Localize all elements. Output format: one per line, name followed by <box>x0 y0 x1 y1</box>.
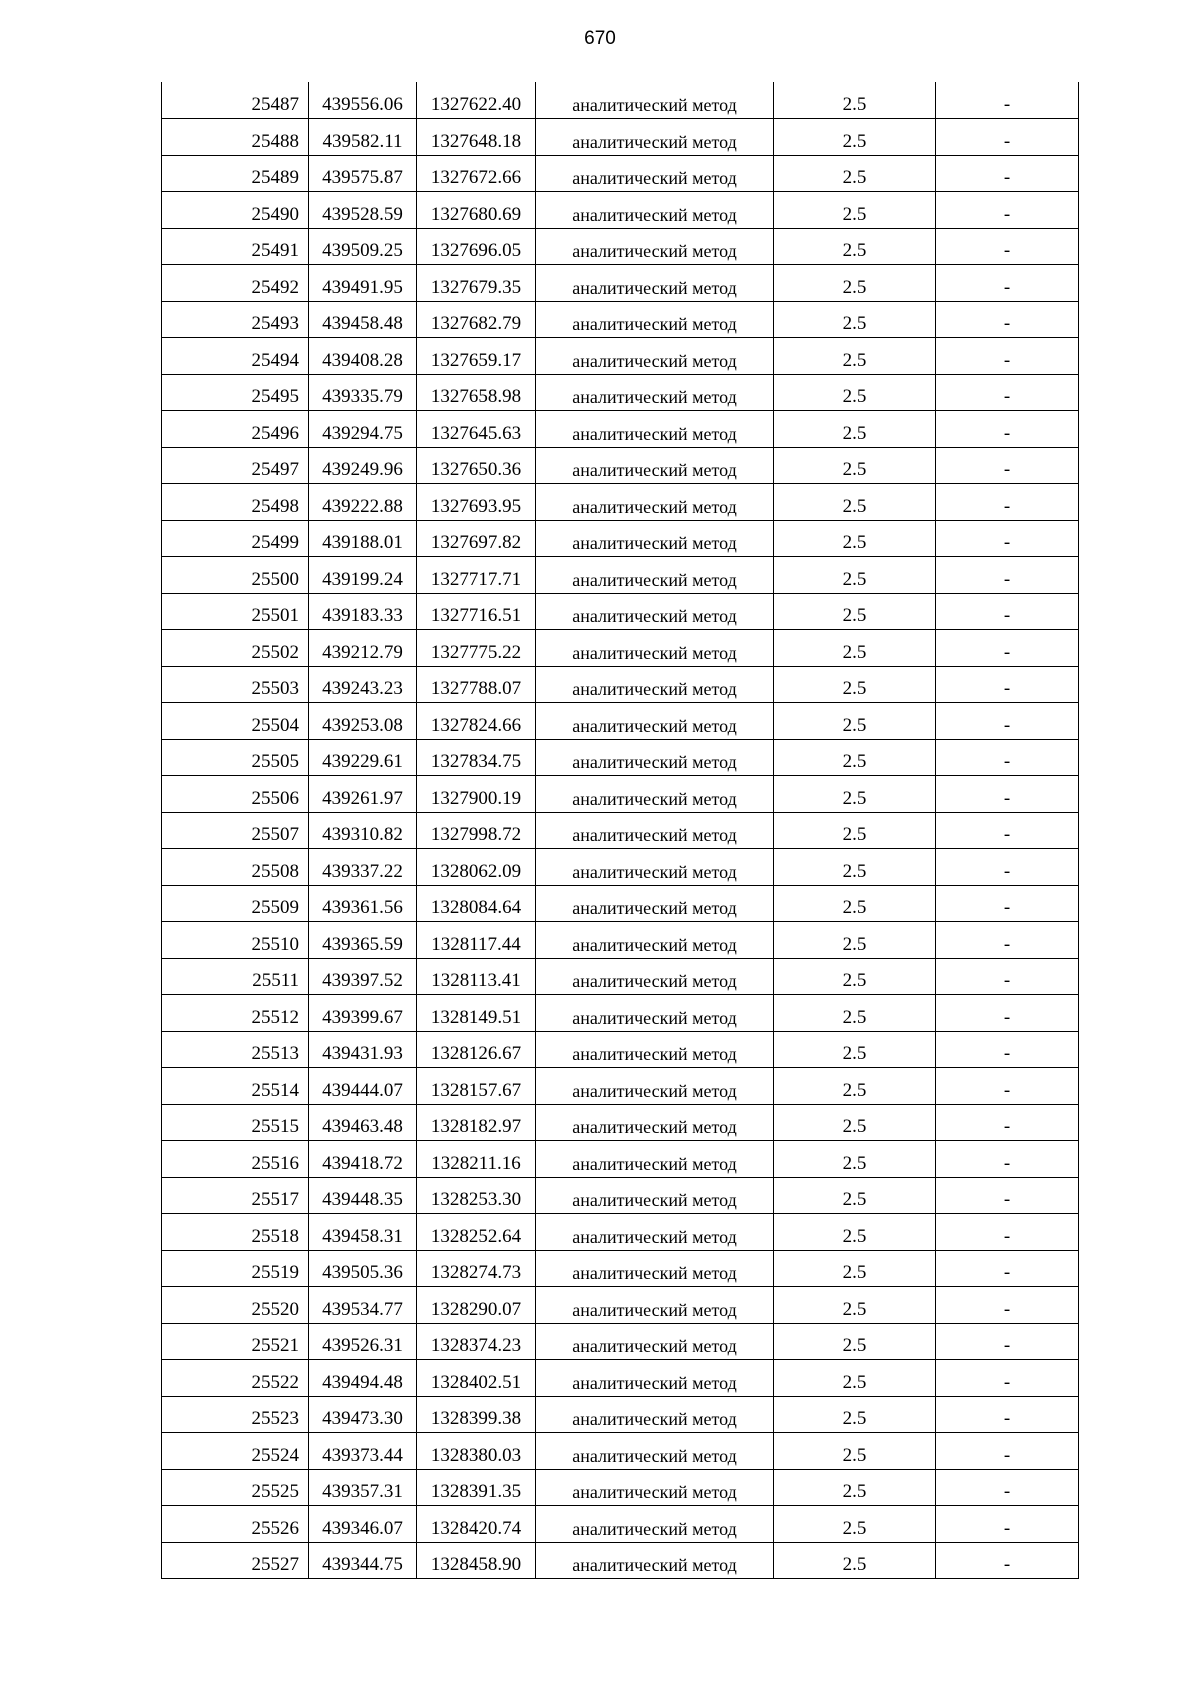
description-cell: - <box>936 301 1079 338</box>
table-row <box>162 1469 1079 1506</box>
y-coordinate-cell: 1327658.98 <box>417 374 536 411</box>
table-row <box>162 447 1079 484</box>
table-row <box>162 484 1079 521</box>
point-number-cell: 25512 <box>162 995 309 1032</box>
x-coordinate-cell: 439494.48 <box>309 1360 417 1397</box>
point-number-cell: 25501 <box>162 593 309 630</box>
description-cell: - <box>936 958 1079 995</box>
method-cell: аналитический метод <box>536 849 774 886</box>
table-row <box>162 1506 1079 1543</box>
description-cell: - <box>936 1542 1079 1579</box>
x-coordinate-cell: 439444.07 <box>309 1068 417 1105</box>
x-coordinate-cell: 439575.87 <box>309 155 417 192</box>
y-coordinate-cell: 1328126.67 <box>417 1031 536 1068</box>
y-coordinate-cell: 1327693.95 <box>417 484 536 521</box>
table-row <box>162 1323 1079 1360</box>
table-row <box>162 1068 1079 1105</box>
method-cell: аналитический метод <box>536 192 774 229</box>
description-cell: - <box>936 1469 1079 1506</box>
description-cell: - <box>936 630 1079 667</box>
y-coordinate-cell: 1328062.09 <box>417 849 536 886</box>
accuracy-cell: 2.5 <box>774 1323 936 1360</box>
point-number-cell: 25499 <box>162 520 309 557</box>
method-cell: аналитический метод <box>536 82 774 119</box>
method-cell: аналитический метод <box>536 739 774 776</box>
method-cell: аналитический метод <box>536 1542 774 1579</box>
x-coordinate-cell: 439243.23 <box>309 666 417 703</box>
y-coordinate-cell: 1327659.17 <box>417 338 536 375</box>
table-row <box>162 119 1079 156</box>
point-number-cell: 25490 <box>162 192 309 229</box>
x-coordinate-cell: 439397.52 <box>309 958 417 995</box>
point-number-cell: 25506 <box>162 776 309 813</box>
x-coordinate-cell: 439261.97 <box>309 776 417 813</box>
y-coordinate-cell: 1327998.72 <box>417 812 536 849</box>
method-cell: аналитический метод <box>536 1250 774 1287</box>
y-coordinate-cell: 1327672.66 <box>417 155 536 192</box>
accuracy-cell: 2.5 <box>774 1506 936 1543</box>
y-coordinate-cell: 1327650.36 <box>417 447 536 484</box>
accuracy-cell: 2.5 <box>774 155 936 192</box>
method-cell: аналитический метод <box>536 411 774 448</box>
method-cell: аналитический метод <box>536 1360 774 1397</box>
y-coordinate-cell: 1328402.51 <box>417 1360 536 1397</box>
point-number-cell: 25494 <box>162 338 309 375</box>
table-row <box>162 739 1079 776</box>
point-number-cell: 25504 <box>162 703 309 740</box>
description-cell: - <box>936 374 1079 411</box>
y-coordinate-cell: 1327717.71 <box>417 557 536 594</box>
point-number-cell: 25519 <box>162 1250 309 1287</box>
accuracy-cell: 2.5 <box>774 447 936 484</box>
x-coordinate-cell: 439418.72 <box>309 1141 417 1178</box>
accuracy-cell: 2.5 <box>774 1031 936 1068</box>
point-number-cell: 25514 <box>162 1068 309 1105</box>
x-coordinate-cell: 439556.06 <box>309 82 417 119</box>
point-number-cell: 25523 <box>162 1396 309 1433</box>
table-row <box>162 776 1079 813</box>
accuracy-cell: 2.5 <box>774 593 936 630</box>
description-cell: - <box>936 411 1079 448</box>
table-row <box>162 1396 1079 1433</box>
description-cell: - <box>936 593 1079 630</box>
x-coordinate-cell: 439222.88 <box>309 484 417 521</box>
method-cell: аналитический метод <box>536 447 774 484</box>
description-cell: - <box>936 995 1079 1032</box>
x-coordinate-cell: 439505.36 <box>309 1250 417 1287</box>
point-number-cell: 25515 <box>162 1104 309 1141</box>
table-row <box>162 630 1079 667</box>
accuracy-cell: 2.5 <box>774 958 936 995</box>
point-number-cell: 25526 <box>162 1506 309 1543</box>
accuracy-cell: 2.5 <box>774 411 936 448</box>
table-row <box>162 703 1079 740</box>
y-coordinate-cell: 1328380.03 <box>417 1433 536 1470</box>
coordinates-table <box>161 82 1079 1579</box>
method-cell: аналитический метод <box>536 301 774 338</box>
table-row <box>162 301 1079 338</box>
accuracy-cell: 2.5 <box>774 1287 936 1324</box>
y-coordinate-cell: 1328391.35 <box>417 1469 536 1506</box>
description-cell: - <box>936 1287 1079 1324</box>
x-coordinate-cell: 439294.75 <box>309 411 417 448</box>
table-row <box>162 812 1079 849</box>
method-cell: аналитический метод <box>536 666 774 703</box>
table-row <box>162 1104 1079 1141</box>
method-cell: аналитический метод <box>536 995 774 1032</box>
y-coordinate-cell: 1328252.64 <box>417 1214 536 1251</box>
y-coordinate-cell: 1327622.40 <box>417 82 536 119</box>
x-coordinate-cell: 439335.79 <box>309 374 417 411</box>
x-coordinate-cell: 439357.31 <box>309 1469 417 1506</box>
description-cell: - <box>936 666 1079 703</box>
y-coordinate-cell: 1327824.66 <box>417 703 536 740</box>
method-cell: аналитический метод <box>536 922 774 959</box>
point-number-cell: 25527 <box>162 1542 309 1579</box>
method-cell: аналитический метод <box>536 630 774 667</box>
accuracy-cell: 2.5 <box>774 1433 936 1470</box>
y-coordinate-cell: 1328211.16 <box>417 1141 536 1178</box>
method-cell: аналитический метод <box>536 1433 774 1470</box>
table-row <box>162 520 1079 557</box>
method-cell: аналитический метод <box>536 593 774 630</box>
table-row <box>162 885 1079 922</box>
x-coordinate-cell: 439431.93 <box>309 1031 417 1068</box>
method-cell: аналитический метод <box>536 228 774 265</box>
point-number-cell: 25495 <box>162 374 309 411</box>
x-coordinate-cell: 439229.61 <box>309 739 417 776</box>
accuracy-cell: 2.5 <box>774 338 936 375</box>
description-cell: - <box>936 1104 1079 1141</box>
point-number-cell: 25496 <box>162 411 309 448</box>
method-cell: аналитический метод <box>536 1396 774 1433</box>
method-cell: аналитический метод <box>536 776 774 813</box>
point-number-cell: 25507 <box>162 812 309 849</box>
description-cell: - <box>936 520 1079 557</box>
point-number-cell: 25518 <box>162 1214 309 1251</box>
description-cell: - <box>936 1360 1079 1397</box>
accuracy-cell: 2.5 <box>774 557 936 594</box>
x-coordinate-cell: 439373.44 <box>309 1433 417 1470</box>
method-cell: аналитический метод <box>536 1141 774 1178</box>
y-coordinate-cell: 1328182.97 <box>417 1104 536 1141</box>
x-coordinate-cell: 439188.01 <box>309 520 417 557</box>
y-coordinate-cell: 1327775.22 <box>417 630 536 667</box>
y-coordinate-cell: 1328374.23 <box>417 1323 536 1360</box>
description-cell: - <box>936 82 1079 119</box>
point-number-cell: 25489 <box>162 155 309 192</box>
accuracy-cell: 2.5 <box>774 995 936 1032</box>
description-cell: - <box>936 484 1079 521</box>
method-cell: аналитический метод <box>536 557 774 594</box>
accuracy-cell: 2.5 <box>774 849 936 886</box>
accuracy-cell: 2.5 <box>774 1104 936 1141</box>
accuracy-cell: 2.5 <box>774 192 936 229</box>
description-cell: - <box>936 1031 1079 1068</box>
coordinates-table-body <box>162 82 1079 1579</box>
method-cell: аналитический метод <box>536 1177 774 1214</box>
x-coordinate-cell: 439528.59 <box>309 192 417 229</box>
table-row <box>162 849 1079 886</box>
table-row <box>162 374 1079 411</box>
y-coordinate-cell: 1328117.44 <box>417 922 536 959</box>
method-cell: аналитический метод <box>536 155 774 192</box>
accuracy-cell: 2.5 <box>774 1360 936 1397</box>
description-cell: - <box>936 1323 1079 1360</box>
method-cell: аналитический метод <box>536 958 774 995</box>
point-number-cell: 25503 <box>162 666 309 703</box>
y-coordinate-cell: 1327682.79 <box>417 301 536 338</box>
y-coordinate-cell: 1328458.90 <box>417 1542 536 1579</box>
description-cell: - <box>936 155 1079 192</box>
x-coordinate-cell: 439361.56 <box>309 885 417 922</box>
table-row <box>162 228 1079 265</box>
point-number-cell: 25498 <box>162 484 309 521</box>
table-row <box>162 1360 1079 1397</box>
point-number-cell: 25492 <box>162 265 309 302</box>
y-coordinate-cell: 1327834.75 <box>417 739 536 776</box>
accuracy-cell: 2.5 <box>774 630 936 667</box>
table-row <box>162 1177 1079 1214</box>
x-coordinate-cell: 439463.48 <box>309 1104 417 1141</box>
table-row <box>162 1433 1079 1470</box>
y-coordinate-cell: 1327697.82 <box>417 520 536 557</box>
x-coordinate-cell: 439337.22 <box>309 849 417 886</box>
y-coordinate-cell: 1327645.63 <box>417 411 536 448</box>
accuracy-cell: 2.5 <box>774 776 936 813</box>
method-cell: аналитический метод <box>536 374 774 411</box>
description-cell: - <box>936 119 1079 156</box>
method-cell: аналитический метод <box>536 484 774 521</box>
x-coordinate-cell: 439526.31 <box>309 1323 417 1360</box>
table-row <box>162 958 1079 995</box>
table-row <box>162 155 1079 192</box>
y-coordinate-cell: 1327900.19 <box>417 776 536 813</box>
description-cell: - <box>936 1396 1079 1433</box>
y-coordinate-cell: 1328290.07 <box>417 1287 536 1324</box>
accuracy-cell: 2.5 <box>774 520 936 557</box>
point-number-cell: 25510 <box>162 922 309 959</box>
method-cell: аналитический метод <box>536 338 774 375</box>
x-coordinate-cell: 439310.82 <box>309 812 417 849</box>
method-cell: аналитический метод <box>536 1469 774 1506</box>
table-row <box>162 338 1079 375</box>
method-cell: аналитический метод <box>536 1506 774 1543</box>
x-coordinate-cell: 439534.77 <box>309 1287 417 1324</box>
point-number-cell: 25487 <box>162 82 309 119</box>
x-coordinate-cell: 439344.75 <box>309 1542 417 1579</box>
y-coordinate-cell: 1328399.38 <box>417 1396 536 1433</box>
point-number-cell: 25524 <box>162 1433 309 1470</box>
accuracy-cell: 2.5 <box>774 1177 936 1214</box>
accuracy-cell: 2.5 <box>774 885 936 922</box>
description-cell: - <box>936 228 1079 265</box>
description-cell: - <box>936 1068 1079 1105</box>
point-number-cell: 25502 <box>162 630 309 667</box>
accuracy-cell: 2.5 <box>774 1141 936 1178</box>
table-row <box>162 265 1079 302</box>
x-coordinate-cell: 439509.25 <box>309 228 417 265</box>
x-coordinate-cell: 439365.59 <box>309 922 417 959</box>
description-cell: - <box>936 1506 1079 1543</box>
point-number-cell: 25491 <box>162 228 309 265</box>
method-cell: аналитический метод <box>536 885 774 922</box>
y-coordinate-cell: 1328113.41 <box>417 958 536 995</box>
accuracy-cell: 2.5 <box>774 82 936 119</box>
method-cell: аналитический метод <box>536 812 774 849</box>
x-coordinate-cell: 439458.31 <box>309 1214 417 1251</box>
accuracy-cell: 2.5 <box>774 1214 936 1251</box>
description-cell: - <box>936 1177 1079 1214</box>
x-coordinate-cell: 439458.48 <box>309 301 417 338</box>
accuracy-cell: 2.5 <box>774 119 936 156</box>
description-cell: - <box>936 1250 1079 1287</box>
description-cell: - <box>936 703 1079 740</box>
method-cell: аналитический метод <box>536 119 774 156</box>
method-cell: аналитический метод <box>536 1104 774 1141</box>
table-row <box>162 1250 1079 1287</box>
x-coordinate-cell: 439199.24 <box>309 557 417 594</box>
accuracy-cell: 2.5 <box>774 1250 936 1287</box>
method-cell: аналитический метод <box>536 520 774 557</box>
x-coordinate-cell: 439249.96 <box>309 447 417 484</box>
description-cell: - <box>936 192 1079 229</box>
x-coordinate-cell: 439408.28 <box>309 338 417 375</box>
x-coordinate-cell: 439582.11 <box>309 119 417 156</box>
accuracy-cell: 2.5 <box>774 265 936 302</box>
point-number-cell: 25513 <box>162 1031 309 1068</box>
y-coordinate-cell: 1328084.64 <box>417 885 536 922</box>
description-cell: - <box>936 922 1079 959</box>
method-cell: аналитический метод <box>536 1214 774 1251</box>
table-row <box>162 666 1079 703</box>
description-cell: - <box>936 812 1079 849</box>
method-cell: аналитический метод <box>536 1068 774 1105</box>
y-coordinate-cell: 1327679.35 <box>417 265 536 302</box>
table-row <box>162 557 1079 594</box>
y-coordinate-cell: 1327788.07 <box>417 666 536 703</box>
page-number: 670 <box>584 28 616 49</box>
point-number-cell: 25511 <box>162 958 309 995</box>
accuracy-cell: 2.5 <box>774 484 936 521</box>
point-number-cell: 25488 <box>162 119 309 156</box>
accuracy-cell: 2.5 <box>774 1396 936 1433</box>
method-cell: аналитический метод <box>536 1287 774 1324</box>
accuracy-cell: 2.5 <box>774 1469 936 1506</box>
y-coordinate-cell: 1327696.05 <box>417 228 536 265</box>
table-row <box>162 411 1079 448</box>
x-coordinate-cell: 439473.30 <box>309 1396 417 1433</box>
method-cell: аналитический метод <box>536 265 774 302</box>
point-number-cell: 25493 <box>162 301 309 338</box>
y-coordinate-cell: 1327716.51 <box>417 593 536 630</box>
point-number-cell: 25520 <box>162 1287 309 1324</box>
x-coordinate-cell: 439183.33 <box>309 593 417 630</box>
accuracy-cell: 2.5 <box>774 1542 936 1579</box>
x-coordinate-cell: 439346.07 <box>309 1506 417 1543</box>
table-row <box>162 1141 1079 1178</box>
description-cell: - <box>936 338 1079 375</box>
y-coordinate-cell: 1328253.30 <box>417 1177 536 1214</box>
x-coordinate-cell: 439212.79 <box>309 630 417 667</box>
table-row <box>162 192 1079 229</box>
accuracy-cell: 2.5 <box>774 228 936 265</box>
accuracy-cell: 2.5 <box>774 922 936 959</box>
point-number-cell: 25521 <box>162 1323 309 1360</box>
point-number-cell: 25516 <box>162 1141 309 1178</box>
table-row <box>162 1031 1079 1068</box>
point-number-cell: 25508 <box>162 849 309 886</box>
table-row <box>162 593 1079 630</box>
description-cell: - <box>936 885 1079 922</box>
accuracy-cell: 2.5 <box>774 666 936 703</box>
accuracy-cell: 2.5 <box>774 374 936 411</box>
accuracy-cell: 2.5 <box>774 739 936 776</box>
point-number-cell: 25500 <box>162 557 309 594</box>
description-cell: - <box>936 265 1079 302</box>
point-number-cell: 25497 <box>162 447 309 484</box>
description-cell: - <box>936 1141 1079 1178</box>
description-cell: - <box>936 557 1079 594</box>
table-row <box>162 1214 1079 1251</box>
method-cell: аналитический метод <box>536 1031 774 1068</box>
table-row <box>162 1287 1079 1324</box>
y-coordinate-cell: 1327680.69 <box>417 192 536 229</box>
point-number-cell: 25505 <box>162 739 309 776</box>
description-cell: - <box>936 447 1079 484</box>
x-coordinate-cell: 439399.67 <box>309 995 417 1032</box>
x-coordinate-cell: 439448.35 <box>309 1177 417 1214</box>
y-coordinate-cell: 1328149.51 <box>417 995 536 1032</box>
accuracy-cell: 2.5 <box>774 1068 936 1105</box>
point-number-cell: 25525 <box>162 1469 309 1506</box>
table-row <box>162 995 1079 1032</box>
description-cell: - <box>936 776 1079 813</box>
method-cell: аналитический метод <box>536 703 774 740</box>
description-cell: - <box>936 739 1079 776</box>
x-coordinate-cell: 439491.95 <box>309 265 417 302</box>
accuracy-cell: 2.5 <box>774 703 936 740</box>
point-number-cell: 25522 <box>162 1360 309 1397</box>
accuracy-cell: 2.5 <box>774 812 936 849</box>
table-row <box>162 82 1079 119</box>
point-number-cell: 25509 <box>162 885 309 922</box>
y-coordinate-cell: 1328274.73 <box>417 1250 536 1287</box>
method-cell: аналитический метод <box>536 1323 774 1360</box>
y-coordinate-cell: 1328420.74 <box>417 1506 536 1543</box>
table-row <box>162 922 1079 959</box>
table-row <box>162 1542 1079 1579</box>
x-coordinate-cell: 439253.08 <box>309 703 417 740</box>
y-coordinate-cell: 1327648.18 <box>417 119 536 156</box>
y-coordinate-cell: 1328157.67 <box>417 1068 536 1105</box>
point-number-cell: 25517 <box>162 1177 309 1214</box>
accuracy-cell: 2.5 <box>774 301 936 338</box>
description-cell: - <box>936 849 1079 886</box>
description-cell: - <box>936 1433 1079 1470</box>
description-cell: - <box>936 1214 1079 1251</box>
